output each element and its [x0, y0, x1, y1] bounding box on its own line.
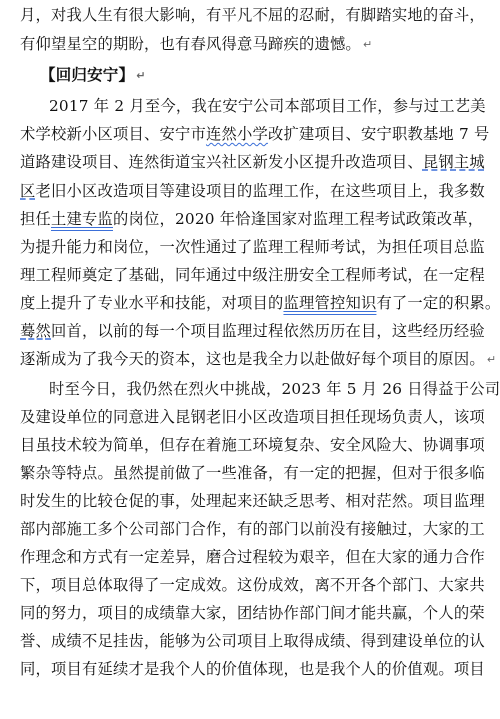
text-line: 为提升能力和岗位，一次性通过了监理工程师考试，为担任项目总监 — [20, 238, 485, 256]
text-line: 部内部施工多个公司部门合作，有的部门以前没有接触过，大家的工 — [20, 520, 485, 538]
paragraph-mark-icon: ↵ — [136, 69, 146, 82]
marked-text: 昆钢主城 — [422, 153, 485, 171]
text-line: 度上提升了专业水平和技能，对项目的监理管控知识有了一定的积累。 — [20, 294, 500, 312]
text-line: 同，项目有延续才是我个人的价值体现，也是我个人的价值观。项目 — [20, 660, 485, 678]
text-line: 逐渐成为了我今天的资本，这也是我全力以赴做好每个项目的原因。 ↵ — [20, 350, 497, 368]
section-heading: 【回归安宁】 ↵ — [40, 65, 146, 84]
text-line: 道路建设项目、连然街道宝兴社区新发小区提升改造项目、昆钢主城 — [20, 153, 485, 171]
text-line: 繁杂等特点。虽然提前做了一些准备，有一定的把握，但对于很多临 — [20, 464, 485, 482]
text-line: 目虽技术较为简单，但存在着施工环境复杂、安全风险大、协调事项 — [20, 436, 485, 454]
text-line: 同的努力，项目的成绩靠大家，团结协作部门间才能共赢，个人的荣 — [20, 604, 485, 622]
text-line: 作理念和方式有一定差异，磨合过程较为艰辛，但在大家的通力合作 — [20, 548, 485, 566]
text-line: 及建设单位的同意进入昆钢老旧小区改造项目担任现场负责人，该项 — [20, 408, 485, 426]
text-line: 蓦然回首，以前的每一个项目监理过程依然历历在目，这些经历经验 — [20, 322, 485, 340]
marked-text: 连然小学 — [205, 125, 268, 143]
text-line: 理工程师奠定了基础，同年通过中级注册安全工程师考试，在一定程 — [20, 266, 485, 284]
marked-text: 区 — [20, 182, 36, 200]
text-line: 有仰望星空的期盼，也有春风得意马蹄疾的遗憾。 ↵ — [20, 35, 373, 53]
paragraph-mark-icon: ↵ — [362, 38, 373, 51]
paragraph-mark-icon: ↵ — [486, 353, 497, 366]
text-line: 下，项目总体取得了一定成效。这份成效，离不开各个部门、大家共 — [20, 576, 485, 594]
text-line: 时至今日，我仍然在烈火中挑战，2023 年 5 月 26 日得益于公司 — [49, 380, 500, 398]
text-line: 区老旧小区改造项目等建设项目的监理工作，在这些项目上，我多数 — [20, 182, 485, 200]
marked-text: 监理管控知识 — [283, 294, 377, 312]
text-line: 担任土建专监的岗位，2020 年恰逢国家对监理工程考试政策改革， — [20, 210, 484, 228]
text-line: 誉、成绩不足挂齿，能够为公司项目上取得成绩、得到建设单位的认 — [20, 632, 485, 650]
text-line: 术学校新小区项目、安宁市连然小学改扩建项目、安宁职教基地 7 号 — [20, 125, 490, 143]
text-line: 月，对我人生有很大影响，有平凡不屈的忍耐，有脚踏实地的奋斗， — [20, 6, 485, 24]
marked-text: 蓦然 — [20, 322, 51, 340]
text-line: 时发生的比较仓促的事，处理起来还缺乏思考、相对茫然。项目监理 — [20, 492, 485, 510]
text-line: 2017 年 2 月至今，我在安宁公司本部项目工作，参与过工艺美 — [49, 97, 486, 115]
marked-text: 土建专监 — [51, 210, 113, 228]
